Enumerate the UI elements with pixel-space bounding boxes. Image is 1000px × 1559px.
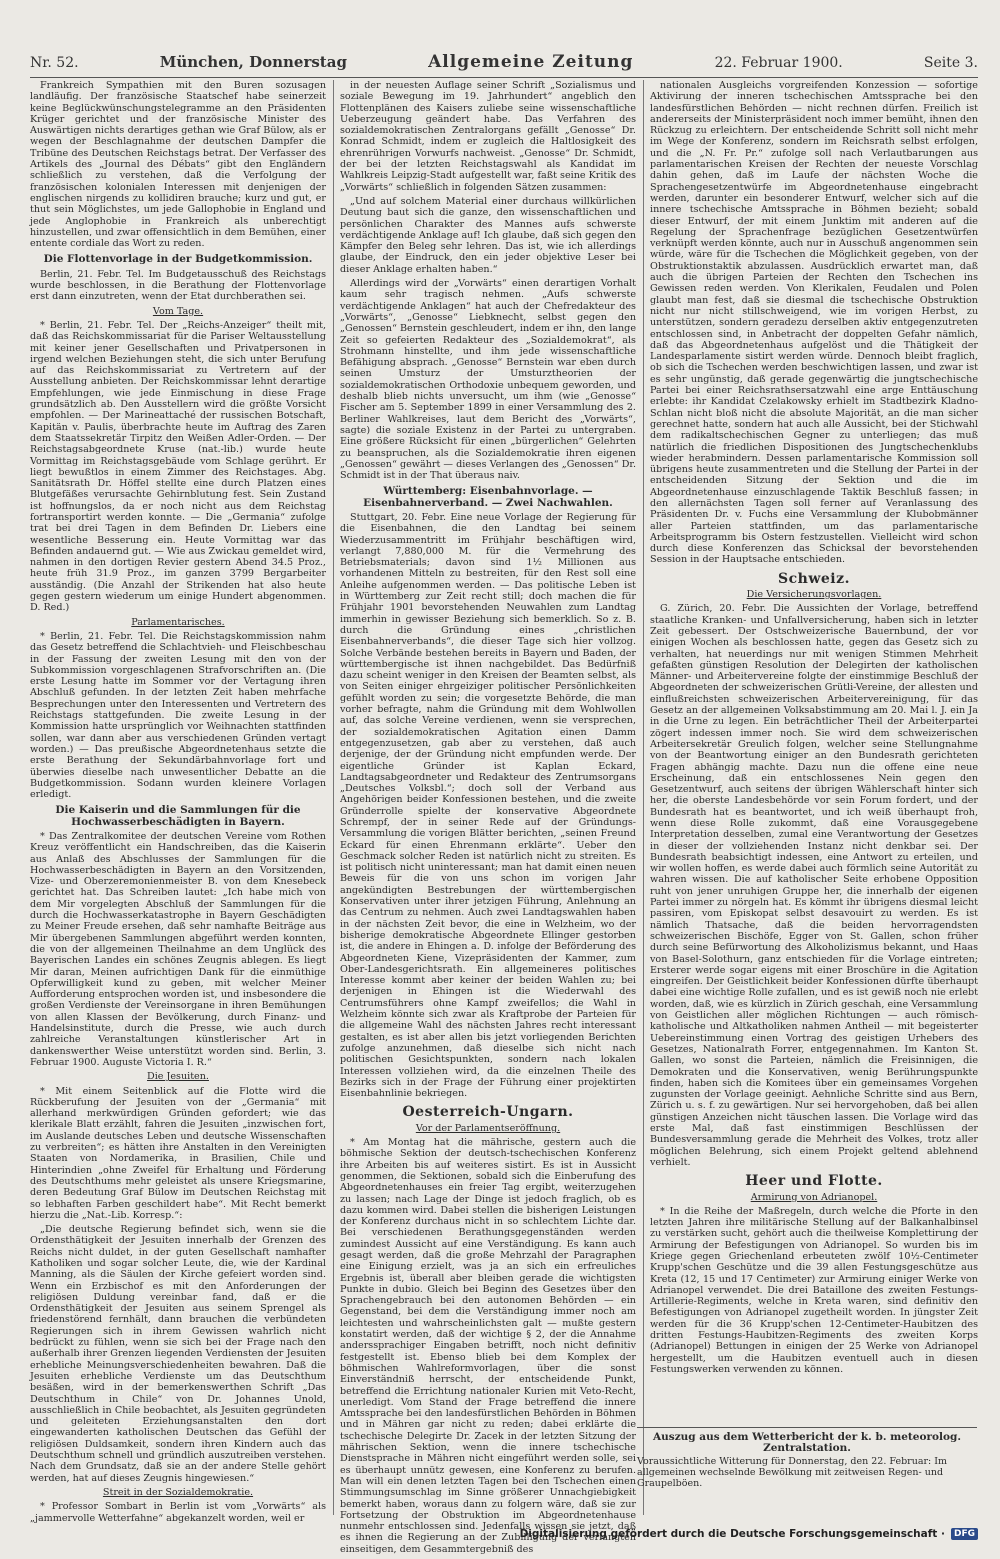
column-3 (650, 80, 978, 1420)
section-heading: Die Jesuiten. (147, 1071, 209, 1083)
section-heading: Die Flottenvorlage in der Budgetkommission. (43, 253, 313, 266)
column-1 (30, 80, 326, 1524)
department-heading: Schweiz. (778, 570, 850, 587)
issue-number: Nr. 52. (30, 55, 79, 71)
article-paragraph: nationalen Ausgleichs vorgreifenden Konzession — sofortige Aktivirung der inneren tschechischen Amtssprache bei den landesfürstlichen Behörden — nicht rechnen dürfen. Freilich ist andererseits der Ministerpräsident noch immer bemüht, ihnen den Rückzug zu erleichtern. Der entscheidende Schritt soll nicht mehr im Wege der Konferenz, sondern im Reichsrath selbst erfolgen, und die „N. Fr. Pr.“ zufolge soll nach Verlautbarungen aus parlamentarischen Kreisen der Rechten der neueste Vorschlag dahin gehen, daß im Laufe der nächsten Woche die Sprachengesetzentwürfe im Abgeordnetenhause eingebracht werden, darunter ein besonderer Entwurf, welcher sich auf die innere tschechische Amtssprache in Böhmen bezieht; sobald dieser Entwurf, der mit einem Junktim mit anderen auf die Regelung der Sprachenfrage bezüglichen Gesetzentwürfen verknüpft werden könnte, auch nur in Ausschuß angenommen sein würde, wäre für die Tschechen die Möglichkeit gegeben, von der Obstruktionstaktik abzulassen. Ausdrücklich erwartet man, daß auch die übrigen Parteien der Rechten den Tschechen ins Gewissen reden werden. Von Klerikalen, Feudalen und Polen glaubt man fest, daß sie diesmal die tschechische Obstruktion nicht nur nicht stillschweigend, wie im vorigen Herbst, zu unterstützen, sondern geradezu derselben aktiv entgegenzutreten entschlossen sind, in Anbetracht der doppelten Gefahr nämlich, daß das Abgeordnetenhaus aufgelöst und die Thätigkeit der Landesparlamente sistirt werden würde. Dennoch bleibt fraglich, ob sich die Tschechen werden beschwichtigen lassen, und zwar ist es sehr ungünstig, daß gerade gegenwärtig die jungtschechische Partei bei einer Reichsrathsersatzwahl eine arge Enttäuschung erlebte: ihr Kandidat Czelakowsky erhielt im Stadtbezirk Kladno-Schlan nicht bloß nicht die absolute Majorität, an die man sicher gerechnet hatte, sondern hat auch alle Aussicht, bei der Stichwahl dem radikaltschechischen Gegner zu unterliegen; das muß natürlich die friedlichen Dispositionen des Jungtschechenklubs wieder herabmindern. Dessen parlamentarische Kommission soll übrigens heute zusammentreten und die Stellung der Partei in der entscheidenden Sitzung der Sektion und die im Abgeordnetenhause einzuschlagende Taktik Beschluß fassen; in den allernächsten Tagen soll ferner auf Veranlassung des Präsidenten Dr. v. Fuchs eine Versammlung der Klubobmänner aller Parteien stattfinden, um das parlamentarische Arbeitsprogramm bis Ostern festzustellen. Vielleicht wird schon durch diese Konferenzen das Schicksal der bevorstehenden Session in der Hauptsache entschieden. (650, 80, 978, 566)
article-paragraph: in der neuesten Auflage seiner Schrift „Sozialismus und soziale Bewegung im 19. Jahrhundert“ angeblich den Flottenplänen des Kaisers zuliebe seine wissenschaftliche Ueberzeugung geändert habe. Das Verfahren des sozialdemokratischen Zentralorgans gefällt „Genosse“ Dr. Konrad Schmidt, indem er zugleich die Haltlosigkeit des ehrenrührigen Vorwurfs nachweist. „Genosse“ Dr. Schmidt, der bei der letzten Reichstagswahl als Kandidat im Wahlkreis Leipzig-Stadt aufgestellt war, faßt seine Kritik des „Vorwärts“ schließlich in folgenden Sätzen zusammen: (340, 80, 636, 193)
department-heading: Oesterreich-Ungarn. (402, 1104, 574, 1121)
article-paragraph: Allerdings wird der „Vorwärts“ einen derartigen Vorhalt kaum sehr tragisch nehmen. „Aufs schwerste verdächtigende Anklagen“ hat auch der Chefredakteur des „Vorwärts“, „Genosse“ Liebknecht, selbst gegen den „Genossen“ Bernstein geschleudert, indem er ihn, den lange Zeit so gefeierten Redakteur des „Sozialdemokrat“, als Strohmann hinstellte, und ihm jede wissenschaftliche Befähigung absprach. „Genosse“ Bernstein war eben durch seinen Umsturz der Umsturztheorien der sozialdemokratischen Orthodoxie unbequem geworden, und deshalb blieb nichts unversucht, um ihm (wie „Genosse“ Fischer am 5. September 1899 in einer Versammlung des 2. Berliner Wahlkreises, laut dem Bericht des „Vorwärts“, sagte) die soziale Existenz in der Partei zu untergraben. Eine größere Rücksicht für einen „bürgerlichen“ Gelehrten zu beanspruchen, als die Sozialdemokratie ihren eigenen „Genossen“ gewährt — dieses Verlangen des „Genossen“ Dr. Schmidt ist in der That überaus naiv. (340, 278, 636, 482)
article-paragraph: G. Zürich, 20. Febr. Die Aussichten der Vorlage, betreffend staatliche Kranken- und Unfallversicherung, haben sich in letzter Zeit gebessert. Der Ostschweizerische Bauernbund, der vor einigen Wochen als beschlossen hatte, gegen das Gesetz sich zu verhalten, hat neuerdings nur mit wenigen Stimmen Mehrheit gefaßten günstigen Resolution der Delegirten der katholischen Männer- und Arbeitervereine folgte der einstimmige Beschluß der Abgeordneten der schweizerischen Grütli-Vereine, der allesten und einflußreichsten schweizerischen Arbeitervereinigung, für das Gesetz an der allgemeinen Volksabstimmung am 20. Mai l. J. ein Ja in die Urne zu legen. Ein beträchtlicher Theil der Arbeiterpartei zögert indessen immer noch. Sie wird dem schweizerischen Arbeitersekretär Greulich folgen, welcher seine Stellungnahme von der Beantwortung einiger an den Bundesrath gerichteten Fragen abhängig machte. Dazu nun die offene eine neue Erscheinung, daß ein entschlossenes Nein gegen den Gesetzentwurf, auch seitens der übrigen Wählerschaft hinter sich her, die oberste Landesbehörde vor sein Forum fordert, und der Bundesrath hat es beantwortet, und ich weiß überhaupt froh, wenn diese Rolle zukommt, daß eine Vorausgegebene Interpretation desselben, zumal eine Verantwortung der Gesetzes in dieser der vollziehenden Instanz nicht denkbar sei. Der Bundesrath beabsichtigt indessen, eine Antwort zu erteilen, und wir wollen hoffen, es werde dabei auch förmlich seine Autorität zu wahren wissen. Die auf katholischer Seite erhobene Opposition ruht von jener unruhigen Gruppe her, die innerhalb der eigenen Partei immer zu nörgeln hat. Es kömmt ihr übrigens diesmal leicht passiren, vom Episkopat selbst desavouirt zu werden. Es ist nämlich Thatsache, daß die beiden hervorragendsten schweizerischen Bischöfe, Egger von St. Gallen, schon früher durch seine Befürwortung des Alkoholizismus bekannt, und Haas von Basel-Solothurn, ganz entschieden für die Vorlage eintreten; Ersterer werde sogar eigens mit einer Broschüre in die Agitation eingreifen. Der Geistlichkeit beider Konfessionen dürfte überhaupt dabei eine wichtige Rolle zufallen, und es ist gewiß noch nie erlebt worden, daß, wie es kürzlich in Zürich geschah, eine Versammlung von Geistlichen aller möglichen Richtungen — auch römisch-katholische und Altkatholiken nahmen Antheil — mit begeisterter Uebereinstimmung einen Vortrag des geistigen Urhebers des Gesetzes, Nationalrath Forrer, entgegennahmen. Im Kanton St. Gallen, wo sonst die Parteien, nämlich die Freisinnigen, die Demokraten und die Konservativen, wenig Berührungspunkte finden, haben sich die Komitees über ein gemeinsames Vorgehen zugunsten der Vorlage geeinigt. Aehnliche Schritte sind aus Bern, Zürich u. s. f. zu gewärtigen. Nur sei hervorgehoben, daß bei allen günstigen Anzeichen nicht täuschen lassen. Die Vorlage wird das erste Mal, daß fast einstimmigen Beschlüssen der Bundesversammlung gerade die Mehrheit des Volkes, trotz aller möglichen Belehrung, sich einem Projekt geltend ablehnend verhielt. (650, 603, 978, 1168)
article-paragraph: * Berlin, 21. Febr. Tel. Die Reichstagskommission nahm das Gesetz betreffend die Schlachtvieh- und Fleischbeschau in der Fassung der zweiten Lesung mit den von der Subkommission vorgeschlagenen Strafvorschriften an. (Die erste Lesung hatte im Sommer vor der Vertagung ihren Abschluß gefunden. In der letzten Zeit haben mehrfache Besprechungen unter den Interessenten und Vertretern des Reichstags stattgefunden. Die zweite Lesung in der Kommission hatte ursprünglich vor Weihnachten stattfinden sollen, war dann aber aus verschiedenen Gründen vertagt worden.) — Das preußische Abgeordnetenhaus setzte die erste Berathung der Sekundärbahnvorlage fort und überwies dieselbe nach unwesentlicher Debatte an die Budgetkommission. Sodann wurden kleinere Vorlagen erledigt. (30, 630, 326, 801)
article-paragraph: * In die Reihe der Maßregeln, durch welche die Pforte in den letzten Jahren ihre militärische Stellung auf der Balkanhalbinsel zu verstärken sucht, gehört auch die theilweise Komplettirung der Armirung der Befestigungen von Adrianopel. So wurden bis im Kriege gegen Griechenland erbeuteten zwölf 10½-Centimeter Krupp'schen Geschütze und die 39 allen Festungsgeschütze aus Kreta (12, 15 und 17 Centimeter) zur Armirung einiger Werke von Adrianopel verwendet. Die drei Bataillone des zweiten Festungs-Artillerie-Regiments, welche in Kreta waren, sind definitiv den Befestigungen von Adrianopel zugetheilt worden. In jüngster Zeit werden für die 36 Krupp'schen 12-Centimeter-Haubitzen des dritten Festungs-Haubitzen-Regiments des zweiten Korps (Adrianopel) Bettungen in einigen der 25 Werke von Adrianopel hergestellt, um die Haubitzen eventuell auch in diesen Festungswerken verwenden zu können. (650, 1205, 978, 1375)
column-divider (333, 80, 334, 1515)
page-number: Seite 3. (923, 55, 978, 71)
masthead: Allgemeine Zeitung (428, 52, 634, 72)
footer-credit: Digitalisierung gefördert durch die Deutsche Forschungsgemeinschaft · (519, 1528, 945, 1540)
section-heading: Die Versicherungsvorlagen. (746, 589, 882, 601)
section-heading: Vor der Parlamentseröffnung. (415, 1122, 561, 1134)
article-paragraph: Berlin, 21. Febr. Tel. Im Budgetausschuß des Reichstags wurde beschlossen, in die Berathung der Flottenvorlage erst dann einzutreten, wenn der Etat durchberathen sei. (30, 268, 326, 303)
issue-date: 22. Februar 1900. (714, 55, 843, 71)
section-heading: Die Kaiserin und die Sammlungen für die Hochwasserbeschädigten in Bayern. (55, 804, 301, 828)
article-paragraph: „Die deutsche Regierung befindet sich, wenn sie die Ordensthätigkeit der Jesuiten innerhalb der Grenzen des Reichs nicht duldet, in der guten Gesellschaft namhafter Katholiken und sogar solcher Leute, die, wie der Kardinal Manning, als die Säulen der Kirche gefeiert worden sind. Wenn ein Erzbischof es mit den Anforderungen der religiösen Duldung vereinbar fand, daß er die Ordensthätigkeit der Jesuiten aus seinem Sprengel als friedenstörend fernhält, dann brauchen die verbündeten Regierungen sich in ihrem Gewissen wahrlich nicht bedrückt zu fühlen, wenn sie sich bei der Frage nach den außerhalb ihrer Grenzen liegenden Verdiensten der Jesuiten erhebliche Meinungsverschiedenheiten bewahren. Daß die Jesuiten erhebliche Verdienste um das Deutschthum besäßen, wird in der bemerkenswerthen Schrift „Das Deutschthum in Chile“ von Dr. Johannes Unold, ausschließlich in Chile beobachtet, als Jesuiten gegründeten und geleiteten Erziehungsanstalten den dort eingewanderten katholischen Deutschen das Gefühl der religiösen Duldsamkeit, sondern ihren Kindern auch das Deutschthum schnell und gründlich auszutreiben verstehen. Nach dem Grundsatz, daß sie an der andere Stelle gehört werden, hat auf dieses Zeugnis hingewiesen.“ (30, 1224, 326, 1484)
article-paragraph: * Berlin, 21. Febr. Tel. Der „Reichs-Anzeiger“ theilt mit, daß das Reichskommissariat für die Pariser Weltausstellung mit keiner jener Gesellschaften und Privatpersonen in irgend welchen Beziehungen steht, die sich unter Berufung auf das Reichskommissariat zu Vertretern auf der Ausstellung anbieten. Der Reichskommissar lehnt derartige Empfehlungen, wie jede Einmischung in diese Frage grundsätzlich ab. Den Ausstellern wird die größte Vorsicht empfohlen. — Der Marineattaché der russischen Botschaft, Kapitän v. Paulis, überbrachte heute im Auftrag des Zaren dem Staatssekretär Tirpitz den Weißen Adler-Orden. — Der Reichstagsabgeordnete Kruse (nat.-lib.) wurde heute Vormittag im Reichstagsgebäude vom Schlage gerührt. Er liegt bewußtlos in einem Zimmer des Reichstages. Abg. Sanitätsrath Dr. Höffel stellte eine durch Platzen eines Blutgefäßes verursachte Gehirnblutung fest. Sein Zustand ist hoffnungslos, da er noch nicht aus dem Reichstag fortransportirt werden konnte. — Die „Germania“ zufolge trat bei drei Tagen in dem Befinden Dr. Liebers eine wesentliche Besserung ein. Heute Vormittag war das Befinden andauernd gut. — Wie aus Zwickau gemeldet wird, nahmen in den dortigen Revier gestern Abend 34.5 Proz., heute früh 31.9 Proz., im ganzen 3799 Bergarbeiter ausständig. (Die Anzahl der Strikenden hat also heute gegen gestern wiederum um einige Hundert abgenommen. D. Red.) (30, 319, 326, 614)
article-paragraph: * Mit einem Seitenblick auf die Flotte wird die Rückberufung der Jesuiten von der „Germania“ mit allerhand merkwürdigen Gründen gefordert; wie das klerikale Blatt erzählt, fahren die Jesuiten „inzwischen fort, im Auslande deutsches Leben und deutsche Wissenschaften zu verbreiten“; es hätten ihre Anstalten in den Vereinigten Staaten von Nordamerika, in Brasilien, Chile und Hinterindien „ohne Zweifel für Erhaltung und Förderung des Deutschthums mehr geleistet als unsere Kriegsmarine, deren Bedeutung Graf Bülow im Deutschen Reichstag mit so lebhaften Farben geschildert habe“. Mit Recht bemerkt hierzu die „Nat.-Lib. Korresp.“: (30, 1085, 326, 1221)
article-paragraph: Stuttgart, 20. Febr. Eine neue Vorlage der Regierung für die Eisenbahnen, die den Landtag bei seinem Wiederzusammentritt im Frühjahr beschäftigen wird, verlangt 7,880,000 M. für die Vermehrung des Betriebsmaterials; davon sind 1½ Millionen aus vorhandenen Mitteln zu bestreiten, für den Rest soll eine Anleihe aufgenommen werden. — Das politische Leben ist in Württemberg zur Zeit recht still; doch machen die für Frühjahr 1901 bevorstehenden Neuwahlen zum Landtag immerhin in gewisser Beziehung sich bemerklich. So z. B. durch die Gründung eines „christlichen Eisenbahnerverbands“, die dieser Tage sich hier vollzog. Solche Verbände bestehen bereits in Bayern und Baden, der württembergische ist ihnen nachgebildet. Das Bedürfniß dazu scheint weniger in den Kreisen der Beamten selbst, als von Seiten einiger ehrgeiziger politischer Persönlichkeiten gefühlt worden zu sein; die vorgesetzte Behörde, die man vorher befragte, nahm die Gründung mit dem Wohlwollen auf, das solche Vereine verdienen, wenn sie versprechen, der sozialdemokratischen Agitation einen Damm entgegenzusetzen, gab aber zu verstehen, daß auch derjenige, der der Gründung nicht empfunden werde. Der eigentliche Gründer ist Kaplan Eckard, Landtagsabgeordneter und Redakteur des Zentrumsorgans „Deutsches Volksbl.“; doch soll der Verband aus Angehörigen beider Konfessionen bestehen, und die zweite Gründerrolle spielte der konservative Abgeordnete Schrempf, der in seiner Rede auf der Gründungs-Versammlung die vorigen Blätter berichten, „seinen Freund Eckard für einen Ehrenmann erklärte“. Ueber den Geschmack solcher Reden ist natürlich nicht zu streiten. Es ist politisch nicht uninteressant; man hat damit einen neuen Beweis für die von uns schon im vorigen Jahr angekündigten Bestrebungen der württembergischen Konservativen unter ihrer jetzigen Führung, Anlehnung an das Centrum zu nehmen. Auch zwei Landtagswahlen haben in der nächsten Zeit bevor, die eine in Welzheim, wo der bisherige demokratische Abgeordnete Ellinger gestorben ist, die andere in Ehingen a. D. infolge der Beförderung des Abgeordneten Kiene, Vizepräsidenten der Kammer, zum Ober-Landesgerichtsrath. Ein allgemeineres politisches Interesse kommt aber keiner der beiden Wahlen zu; bei derjenigen in Ehingen ist die Wiederwahl des Centrumsführers ohne Kampf zweifellos; die Wahl in Welzheim könnte sich zwar als Kraftprobe der Parteien für die allgemeine Wahl des nächsten Jahres recht interessant gestalten, es ist aber allen bis jetzt vorliegenden Berichten zufolge anzunehmen, daß dieselbe sich nicht nach politischen Gesichtspunkten, sondern nach lokalen Interessen vollziehen wird, da die einzelnen Theile des Bezirks sich in der Frage der Führung einer projektirten Eisenbahnlinie bekriegen. (340, 511, 636, 1100)
dfg-logo-icon: DFG (951, 1528, 978, 1540)
article-quote: „Und auf solchem Material einer durchaus willkürlichen Deutung baut sich die ganze, den wissenschaftlichen und persönlichen Charakter des Mannes aufs schwerste verdächtigende Anklage auf! Ich glaube, daß sich gegen den Kämpfer den Beleg sehr lehren. Das ist, wie ich allerdings glaube, der Eindruck, den ein jeder objektive Leser bei dieser Anklage erhalten haben.“ (340, 195, 637, 275)
weather-report-title: Auszug aus dem Wetterbericht der k. b. meteorolog. Zentralstation. (653, 1431, 961, 1454)
article-paragraph: * Das Zentralkomitee der deutschen Vereine vom Rothen Kreuz veröffentlicht ein Handschreiben, das die Kaiserin aus Anlaß des Abschlusses der Sammlungen für die Hochwasserbeschädigten in Bayern an den Vorsitzenden, Vize- und Oberzeremonienmeister B. von dem Knesebeck gerichtet hat. Das Schreiben lautet: „Ich habe mich von dem Mir vorgelegten Abschluß der Sammlungen für die durch die Hochwasserkatastrophe in Bayern Geschädigten zu Meiner Freude ersehen, daß sehr namhafte Beiträge aus Mir übergebenen Sammlungen abgeführt werden konnten, die von der allgemeinen Theilnahme an dem Unglück des Bayerischen Landes ein schönes Zeugnis ablegen. Es liegt Mir daran, Meinen aufrichtigen Dank für die einmüthige Opferwilligkeit kund zu geben, mit welcher Meiner Aufforderung entsprochen worden ist, und insbesondere die großen Verdienste der Vereinsorgane in ihren Bemühungen von allen Klassen der Bevölkerung, durch Finanz- und Handelsinstitute, durch die Presse, wie auch durch zahlreiche Veranstaltungen künstlerischer Art in dankenswerther Weise unterstützt worden sind. Berlin, 3. Februar 1900. Auguste Victoria I. R.“ (30, 831, 326, 1068)
article-paragraph: Frankreich Sympathien mit den Buren sozusagen landläufig. Der französische Staatschef habe seinerzeit keine Beglückwünschungstelegramme an den Präsidenten Krüger gerichtet und der französische Minister des Auswärtigen nichts derartiges gethan wie Graf Bülow, als er wegen der Beschlagnahme der deutschen Dampfer die Tribüne des Deutschen Reichstags betrat. Der Verfasser des Artikels des „Journal des Débats“ gibt den Engländern schließlich zu verstehen, daß die Verfolgung der französischen kolonialen Interessen mit denjenigen der englischen nirgends zu kollidiren brauche; kurz und gut, er thut sein Möglichstes, um jede Gallophobie in England und jede Anglophobie in Frankreich als unberechtigt hinzustellen, und zwar offensichtlich in dem Bemühen, einer entente cordiale das Wort zu reden. (30, 80, 326, 250)
section-heading: Vom Tage. (152, 305, 204, 317)
section-heading: Parlamentarisches. (131, 616, 225, 628)
article-paragraph: * Am Montag hat die mährische, gestern auch die böhmische Sektion der deutsch-tschechischen Konferenz ihre Arbeiten bis auf weiteres sistirt. Es ist in Aussicht genommen, die Sektionen, sobald sich die Einberufung des Abgeordnetenhauses ein freier Tag ergibt, weiterzugehen zu lassen; nach Lage der Dinge ist jedoch fraglich, ob es dazu kommen wird. Dabei stellen die bisherigen Leistungen der Konferenz durchaus nicht in so schlechtem Lichte dar. Bei verschiedenen Berathungsgegenständen werden zumindest Aussicht auf eine Verständigung. Es kann auch gesagt werden, daß die große Mehrzahl der Paragraphen eine Einigung erzielt, was ja an sich ein erfreuliches Ergebnis ist, überall aber bleiben gerade die wichtigsten Punkte in dubio. Gleich bei Beginn des Gesetzes über den Sprachengebrauch bei den autonomen Behörden — ein Gegenstand, bei dem die Verständigung immer noch am leichtesten und wahrscheinlichsten galt — mußte gestern konstatirt werden, daß der wichtige § 2, der die Annahme anderssprachiger Eingaben betrifft, noch nicht definitiv festgestellt ist. Ebenso blieb bei dem Komplex der böhmischen Wahlreformvorlagen, über die sonst Einverständniß herrscht, der entscheidende Punkt, betreffend die Errichtung nationaler Kurien mit Veto-Recht, unerledigt. Vom Stand der Frage betreffend die innere Amtssprache bei den landesfürstlichen Behörden in Böhmen und in Mähren gar nicht zu reden; dabei erklärte die tschechische Delegirte Dr. Zacek in der letzten Sitzung der mährischen Sektion, wenn die innere tschechische Dienstsprache in Mähren nicht eingeführt werden solle, sei es überhaupt unnütz gewesen, eine Konferenz zu berufen. Man will ein denen letzten Tagen bei den Tschechen einen Stimmungsumschlag im Sinne größerer Unnachgiebigkeit bemerkt haben, woraus dann zu folgern wäre, daß sie zur Fortsetzung der Obstruktion im Abgeordnetenhause nunmehr entschlossen sind. Jedenfalls wissen sie jetzt, daß es ihnen die Regierung an der Zubilligung der verlangten einseitigen, dem Gesammtergebniß des (340, 1137, 636, 1555)
section-heading: Württemberg: Eisenbahnvorlage. — Eisenbahnerverband. — Zwei Nachwahlen. (363, 485, 613, 509)
column-2 (340, 80, 637, 1555)
digitization-footer (520, 1528, 978, 1540)
weather-report-box (637, 1427, 977, 1489)
weather-report-text: Voraussichtliche Witterung für Donnerstag, den 22. Februar: Im allgemeinen wechselnde Bewölkung mit zeitweisen Regen- und Graupelböen. (637, 1456, 948, 1489)
header-rule (30, 77, 978, 78)
section-heading: Armirung von Adrianopel. (750, 1191, 878, 1203)
department-heading: Heer und Flotte. (745, 1173, 883, 1190)
page-header (30, 52, 978, 74)
article-paragraph: * Professor Sombart in Berlin ist vom „Vorwärts“ als „jammervolle Wetterfahne“ abgekanzelt worden, weil er (30, 1501, 326, 1524)
column-divider (643, 80, 644, 1515)
city-day: München, Donnerstag (159, 53, 347, 71)
section-heading: Streit in der Sozialdemokratie. (102, 1486, 254, 1498)
